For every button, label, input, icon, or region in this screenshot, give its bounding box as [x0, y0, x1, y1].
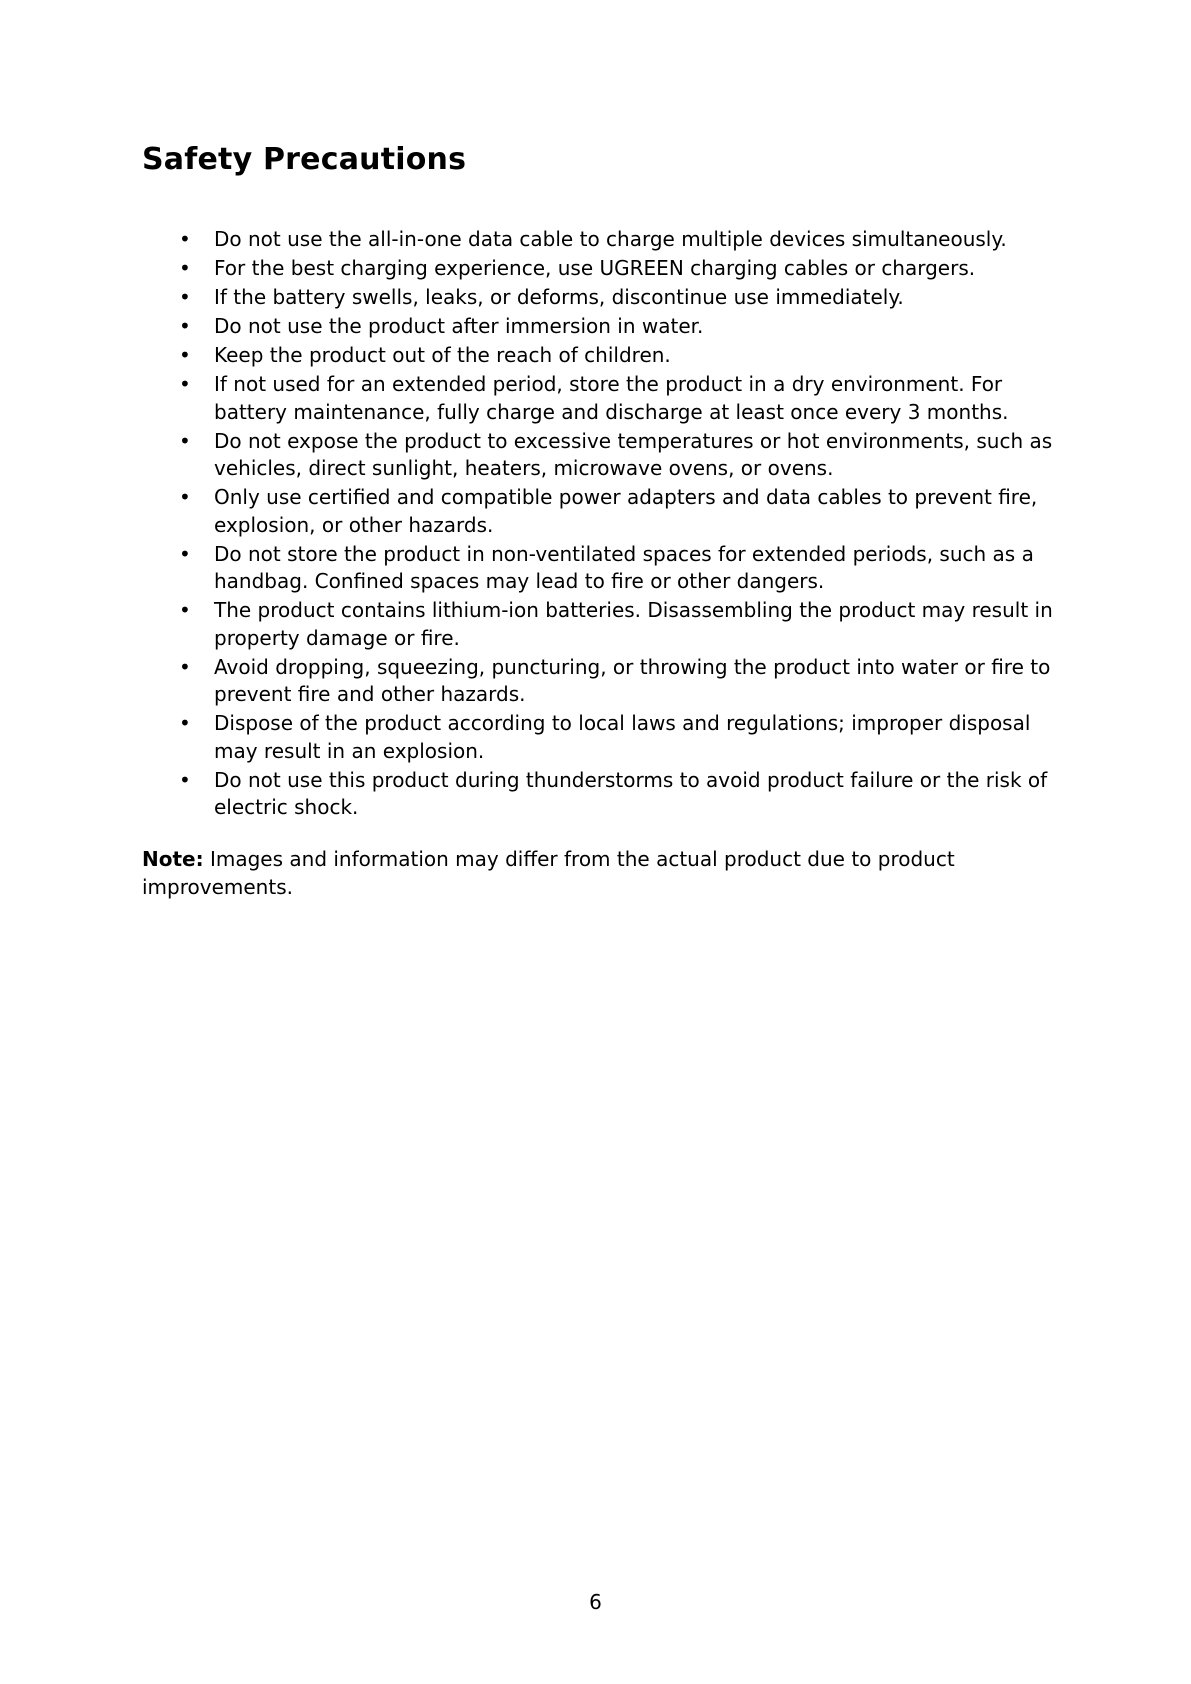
bullet-icon: • — [179, 285, 191, 309]
page-number: 6 — [589, 1590, 602, 1614]
bullet-icon: • — [179, 428, 191, 453]
note-text: Images and information may differ from the actual product due to product improvements. — [142, 847, 955, 899]
bullet-icon: • — [179, 314, 191, 338]
list-item-text: Do not expose the product to excessive temperatures or hot environments, such as vehicles, direct sunlight, heaters, microwave ovens, or ovens. — [214, 428, 1053, 480]
list-item — [142, 710, 1062, 765]
bullet-icon: • — [179, 767, 191, 792]
list-item — [142, 342, 1062, 370]
list-item-text: If the battery swells, leaks, or deforms, discontinue use immediately. — [214, 285, 904, 309]
list-item — [142, 597, 1062, 652]
list-item — [142, 428, 1062, 483]
list-item-text: Do not use this product during thunderstorms to avoid product failure or the risk of electric shock. — [214, 767, 1048, 819]
bullet-icon: • — [179, 227, 191, 251]
list-item — [142, 284, 1062, 312]
list-item — [142, 541, 1062, 596]
bullet-icon: • — [179, 372, 191, 396]
bullet-icon: • — [179, 541, 191, 566]
page-title: Safety Precautions — [142, 142, 467, 177]
list-item — [142, 226, 1062, 254]
list-item-text: Do not store the product in non-ventilated spaces for extended periods, such as a handbag. Confined spaces may lead to fire or other dangers. — [214, 541, 1034, 593]
list-item — [142, 654, 1062, 709]
list-item — [142, 371, 1062, 426]
note-paragraph — [142, 846, 1022, 901]
list-item-text: Avoid dropping, squeezing, puncturing, or throwing the product into water or fire to prevent fire and other hazards. — [214, 654, 1051, 706]
note-label: Note: — [142, 847, 204, 871]
bullet-icon: • — [179, 711, 191, 735]
bullet-icon: • — [179, 598, 191, 622]
list-item — [142, 255, 1062, 283]
list-item-text: Keep the product out of the reach of children. — [214, 343, 671, 367]
precautions-list — [142, 226, 1062, 823]
list-item-text: Dispose of the product according to local laws and regulations; improper disposal may result in an explosion. — [214, 711, 1031, 763]
list-item-text: Do not use the product after immersion in water. — [214, 314, 704, 338]
list-item-text: Do not use the all-in-one data cable to charge multiple devices simultaneously. — [214, 227, 1007, 251]
list-item-text: For the best charging experience, use UGREEN charging cables or chargers. — [214, 256, 976, 280]
list-item — [142, 484, 1062, 539]
list-item — [142, 767, 1062, 822]
bullet-icon: • — [179, 343, 191, 367]
list-item-text: Only use certified and compatible power adapters and data cables to prevent fire, explosion, or other hazards. — [214, 485, 1038, 537]
list-item-text: The product contains lithium-ion batteries. Disassembling the product may result in property damage or fire. — [214, 598, 1053, 650]
bullet-icon: • — [179, 256, 191, 280]
list-item — [142, 313, 1062, 341]
list-item-text: If not used for an extended period, store the product in a dry environment. For battery maintenance, fully charge and discharge at least once every 3 months. — [214, 372, 1009, 424]
bullet-icon: • — [179, 485, 191, 509]
bullet-icon: • — [179, 654, 191, 679]
